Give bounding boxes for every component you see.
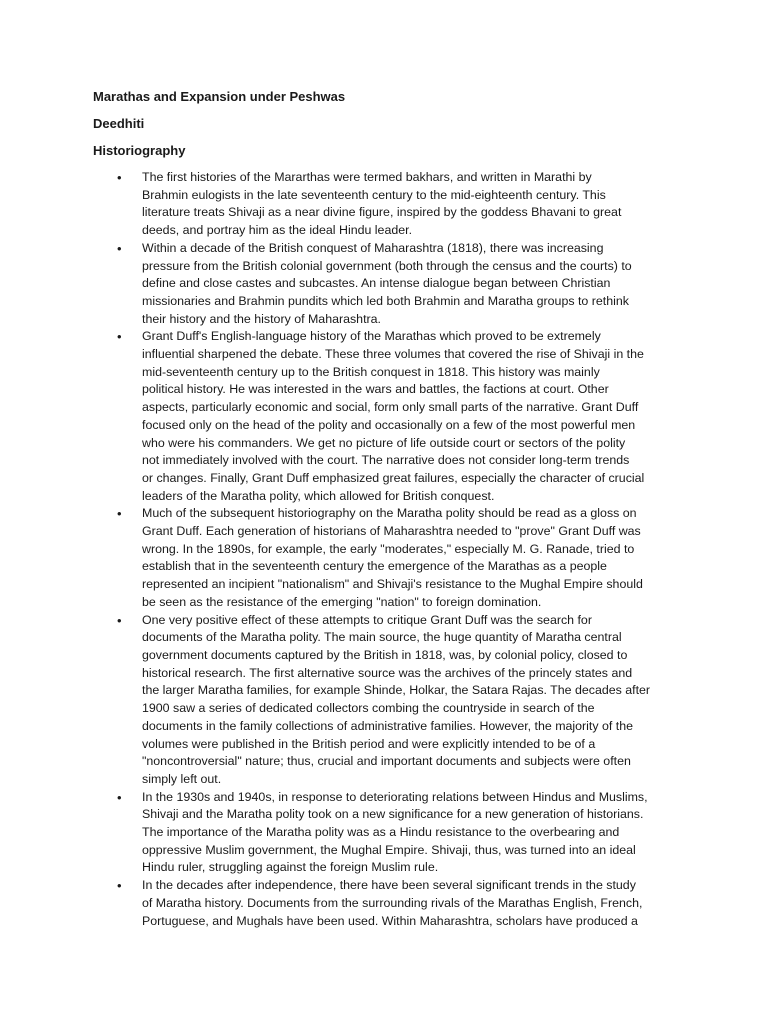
paragraph-line: One very positive effect of these attempts to critique Grant Duff was the search for (142, 612, 592, 627)
paragraph-line: historical research. The first alternative source was the archives of the princely states and (142, 665, 633, 680)
bullet-icon: • (117, 170, 122, 185)
paragraph-line: of Maratha history. Documents from the surrounding rivals of the Marathas English, French, (142, 895, 643, 910)
bullet-paragraph (0, 612, 768, 789)
paragraph-line: 1900 saw a series of dedicated collectors combing the countryside in search of the (142, 701, 595, 716)
bullet-icon: • (117, 789, 122, 805)
paragraph-line: or changes. Finally, Grant Duff emphasized great failures, especially the character of crucial (142, 470, 645, 485)
paragraph-line: literature treats Shivaji as a near divine figure, inspired by the goddess Bhavani to great (142, 205, 622, 220)
paragraph-line: Much of the subsequent historiography on the Maratha polity should be read as a gloss on (142, 506, 637, 521)
paragraph-line: who were his commanders. We get no picture of life outside court or sectors of the polity (142, 435, 626, 450)
bullet-paragraph (0, 789, 768, 878)
paragraph-line: Brahmin eulogists in the late seventeenth century to the mid-eighteenth century. This (142, 187, 606, 202)
paragraph-line: represented an incipient "nationalism" and Shivaji's resistance to the Mughal Empire should (142, 577, 643, 592)
bullet-icon: • (117, 612, 122, 628)
bullet-icon: • (117, 878, 122, 894)
paragraph-line: not immediately involved with the court. The narrative does not consider long-term trends (142, 453, 630, 468)
paragraph-line: pressure from the British colonial government (both through the census and the courts) to (142, 258, 632, 273)
paragraph-line: Grant Duff. Each generation of historians of Maharashtra needed to "prove" Grant Duff was (142, 524, 641, 539)
bullet-paragraph (0, 169, 768, 240)
bullet-icon: • (117, 506, 122, 522)
paragraph-line: In the 1930s and 1940s, in response to deteriorating relations between Hindus and Muslims, (142, 789, 648, 804)
paragraph-line: the larger Maratha families, for example Shinde, Holkar, the Satara Rajas. The decades after (142, 683, 651, 698)
bullet-paragraph (0, 505, 768, 611)
paragraph-line: Shivaji and the Maratha polity took on a new significance for a new generation of historians. (142, 807, 644, 822)
bullet-list (0, 169, 768, 930)
section-heading: Historiography (93, 143, 186, 158)
paragraph-line: define and close castes and subcastes. An intense dialogue began between Christian (142, 276, 611, 291)
paragraph-line: political history. He was interested in the wars and battles, the factions at court. Other (142, 382, 609, 397)
bullet-paragraph (0, 328, 768, 505)
paragraph-line: influential sharpened the debate. These three volumes that covered the rise of Shivaji in the (142, 347, 644, 362)
paragraph-line: The importance of the Maratha polity was as a Hindu resistance to the overbearing and (142, 825, 620, 840)
paragraph-line: wrong. In the 1890s, for example, the early "moderates," especially M. G. Ranade, tried to (142, 541, 635, 556)
paragraph-line: Within a decade of the British conquest of Maharashtra (1818), there was increasing (142, 240, 604, 255)
paragraph-line: aspects, particularly economic and social, form only small parts of the narrative. Grant Duff (142, 400, 639, 415)
paragraph-line: documents in the family collections of administrative families. However, the majority of the (142, 718, 634, 733)
paragraph-line: "noncontroversial" nature; thus, crucial and important documents and subjects were often (142, 754, 631, 769)
paragraph-line: The first histories of the Mararthas were termed bakhars, and written in Marathi by (142, 170, 592, 184)
paragraph-line: oppressive Muslim government, the Mughal Empire. Shivaji, thus, was turned into an ideal (142, 842, 636, 857)
author-name: Deedhiti (93, 116, 145, 131)
paragraph-line: Portuguese, and Mughals have been used. Within Maharashtra, scholars have produced a (142, 913, 638, 928)
paragraph-line: simply left out. (142, 771, 222, 786)
paragraph-line: mid-seventeenth century up to the British conquest in 1818. This history was mainly (142, 364, 600, 379)
paragraph-line: In the decades after independence, there have been several significant trends in the study (142, 878, 636, 893)
paragraph-line: Hindu ruler, struggling against the foreign Muslim rule. (142, 860, 439, 875)
paragraph-line: government documents captured by the British in 1818, was, by colonial policy, closed to (142, 647, 628, 662)
paragraph-line: be seen as the resistance of the emerging "nation" to foreign domination. (142, 594, 542, 609)
paragraph-line: documents of the Maratha polity. The main source, the huge quantity of Maratha central (142, 630, 622, 645)
paragraph-line: deeds, and portray him as the ideal Hindu leader. (142, 223, 413, 238)
paragraph-line: focused only on the head of the polity and occasionally on a few of the most powerful men (142, 417, 636, 432)
paragraph-line: volumes were published in the British period and were explicitly intended to be of a (142, 736, 596, 751)
paragraph-line: establish that in the seventeenth century the emergence of the Marathas as a people (142, 559, 607, 574)
bullet-icon: • (117, 240, 122, 256)
bullet-paragraph (0, 877, 768, 930)
document-title: Marathas and Expansion under Peshwas (93, 89, 346, 104)
bullet-paragraph (0, 240, 768, 329)
paragraph-line: leaders of the Maratha polity, which allowed for British conquest. (142, 488, 495, 503)
paragraph-line: their history and the history of Maharashtra. (142, 311, 381, 326)
paragraph-line: Grant Duff's English-language history of the Marathas which proved to be extremely (142, 329, 601, 344)
paragraph-line: missionaries and Brahmin pundits which led both Brahmin and Maratha groups to rethink (142, 293, 629, 308)
bullet-icon: • (117, 329, 122, 345)
